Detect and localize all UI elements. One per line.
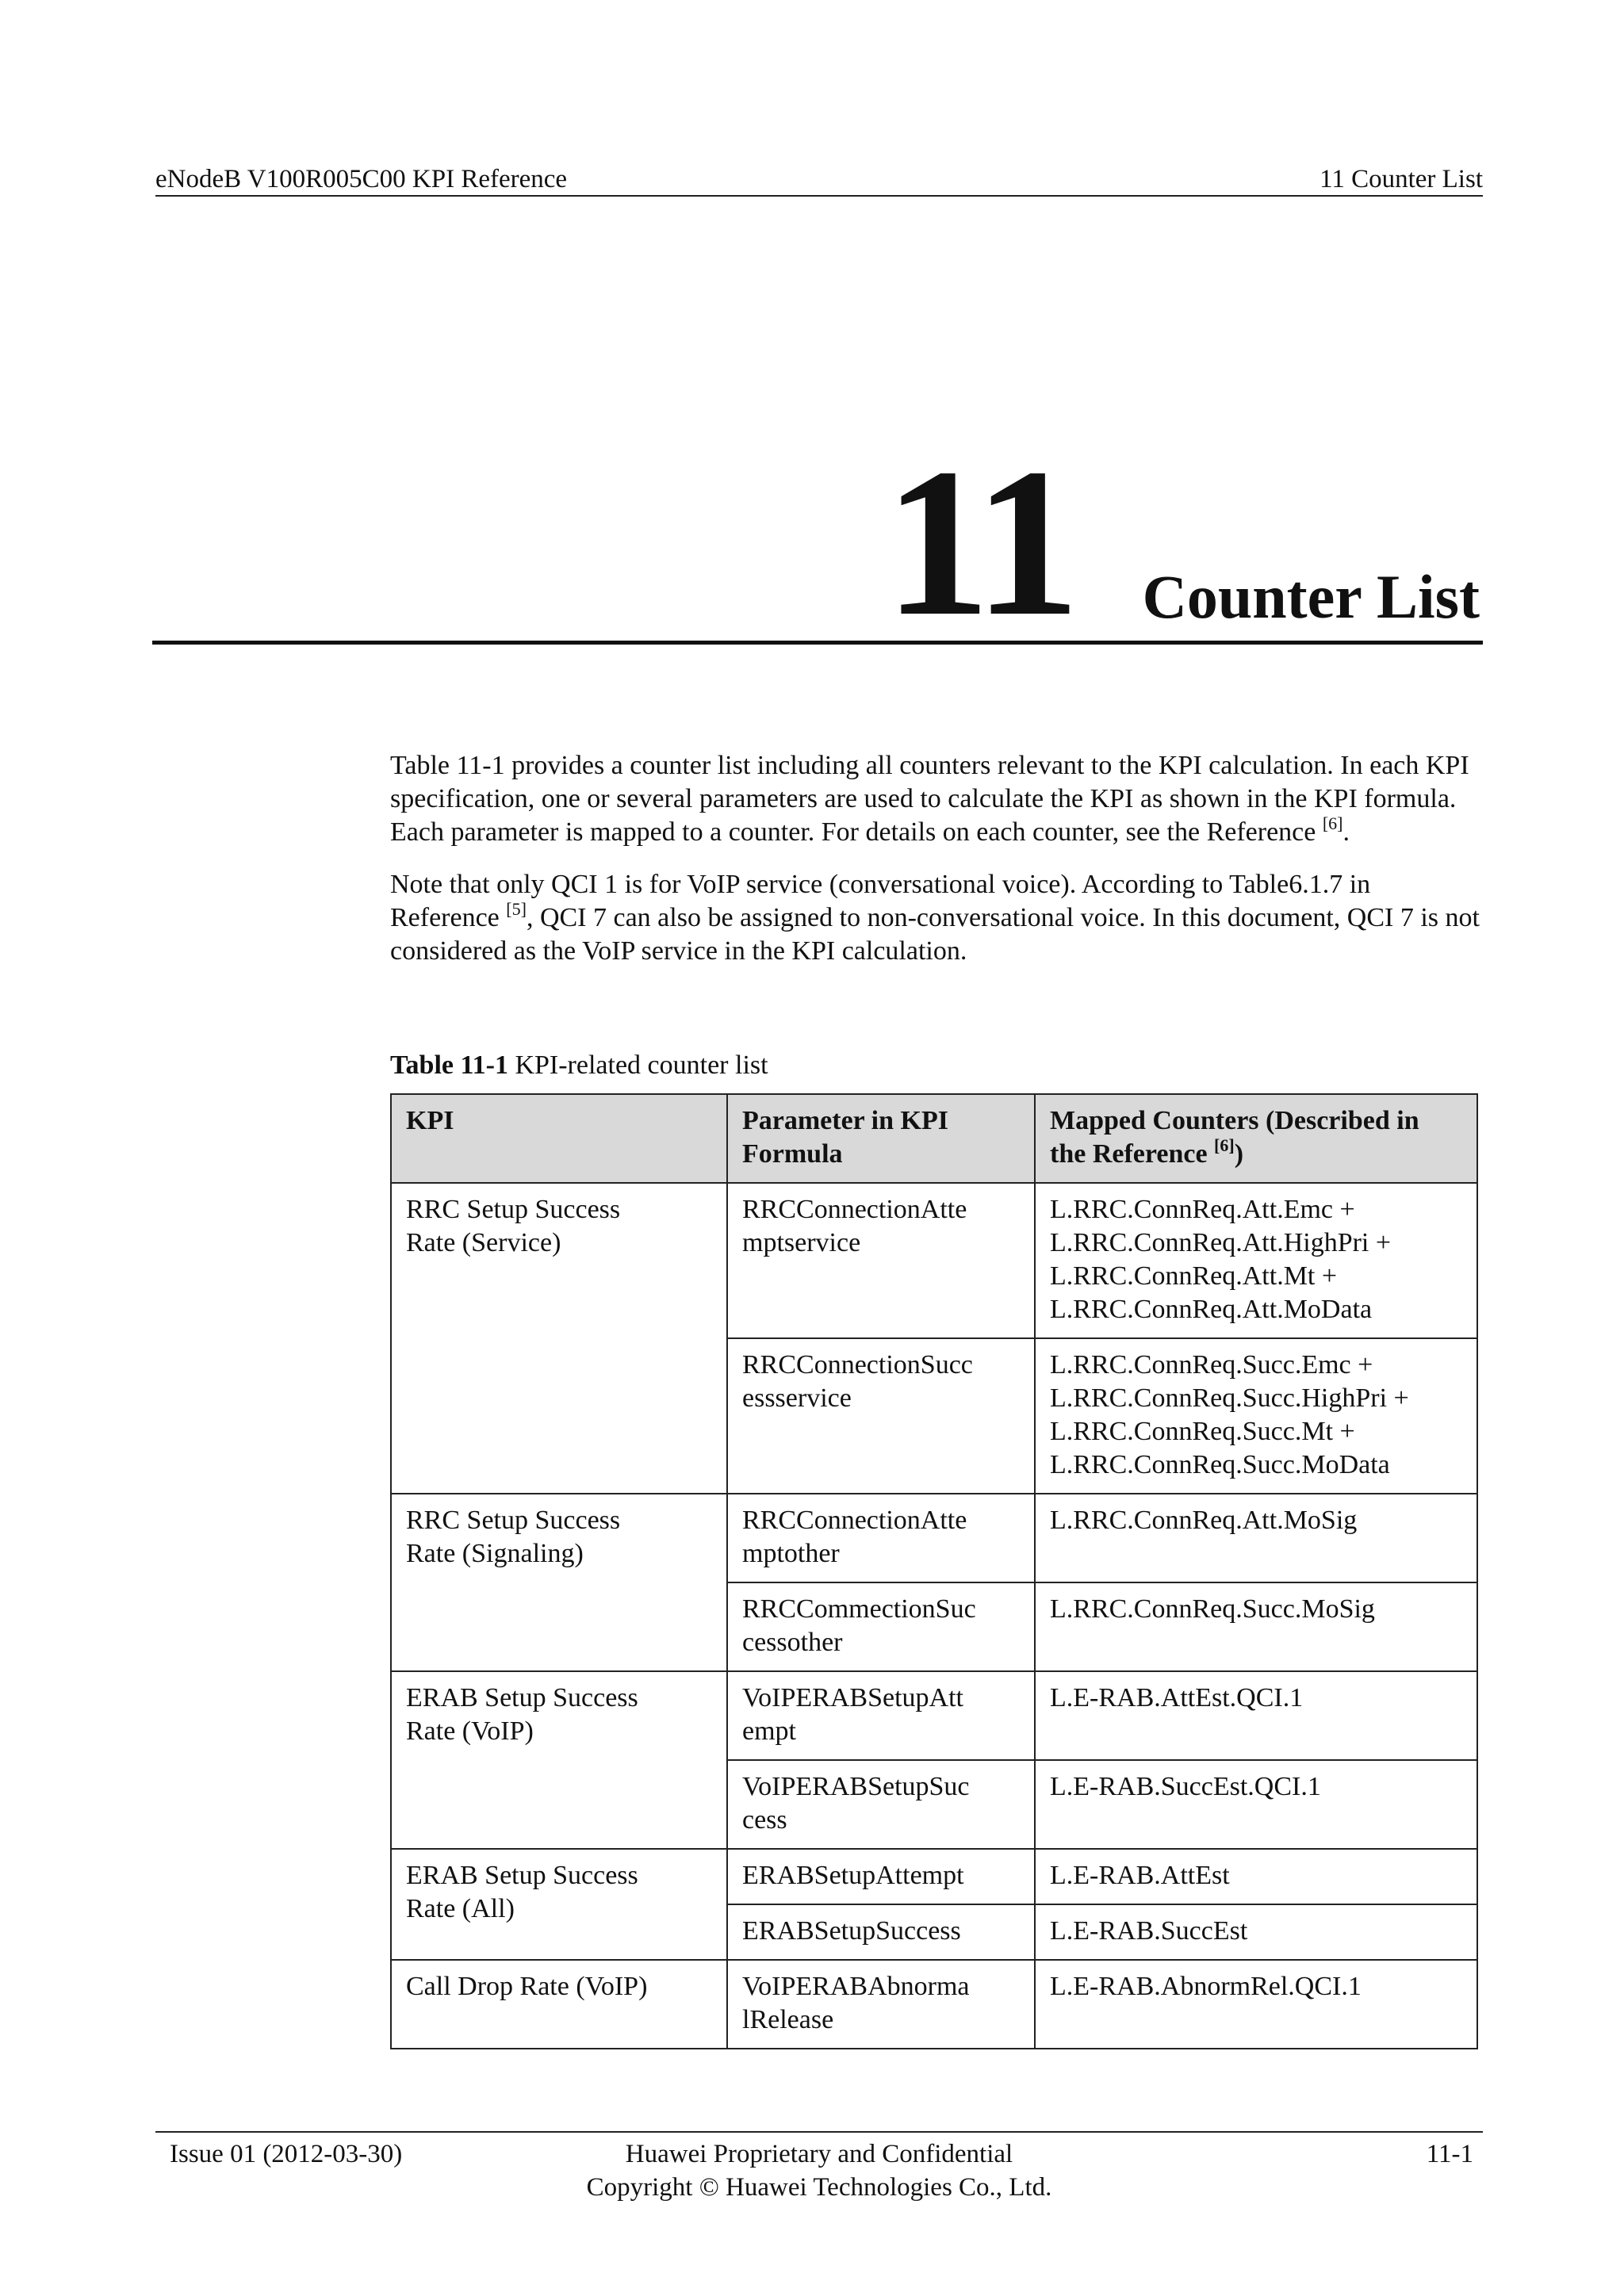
table-row (391, 1671, 1477, 1760)
body-text (390, 749, 1483, 987)
mapped-counters-cell: L.RRC.ConnReq.Att.MoSig (1035, 1494, 1477, 1582)
parameter-cell: ERABSetupAttempt (727, 1849, 1035, 1904)
chapter-number: 11 (884, 424, 1076, 660)
chapter-running-head: 11 Counter List (1320, 165, 1483, 193)
chapter-title: Counter List (1142, 562, 1480, 631)
intro-paragraph: Table 11-1 provides a counter list including all counters relevant to the KPI calculation. In each KPI specification, one or several parameters are used to calculate the KPI as shown in the KPI formula. Each parameter is mapped to a counter. For details on each counter, see the Reference [6]. (390, 751, 1469, 847)
table-row (391, 1849, 1477, 1904)
kpi-cell: ERAB Setup Success Rate (VoIP) (391, 1671, 727, 1849)
table-row (391, 1494, 1477, 1582)
header-mapped-counters: Mapped Counters (Described in the Reference [6]) (1035, 1094, 1477, 1183)
note-paragraph: Note that only QCI 1 is for VoIP service (conversational voice). According to Table6.1.7 in Reference [5], QCI 7 can also be assigned to non-conversational voice. In this document, QCI 7 is not considered as the VoIP service in the KPI calculation. (390, 870, 1480, 966)
document-title: eNodeB V100R005C00 KPI Reference (155, 165, 568, 193)
parameter-cell: RRCConnectionSucc essservice (727, 1338, 1035, 1494)
header-kpi: KPI (391, 1094, 727, 1183)
caption-text: KPI-related counter list (508, 1050, 768, 1080)
parameter-cell: VoIPERABAbnorma lRelease (727, 1960, 1035, 2049)
page-footer (155, 2131, 1483, 2202)
confidentiality-notice: Huawei Proprietary and Confidential Copyright © Huawei Technologies Co., Ltd. (586, 2140, 1052, 2202)
kpi-cell: Call Drop Rate (VoIP) (391, 1960, 727, 2049)
header-parameter: Parameter in KPI Formula (727, 1094, 1035, 1183)
parameter-cell: RRCConnectionAtte mptother (727, 1494, 1035, 1582)
mapped-counters-cell: L.E-RAB.SuccEst.QCI.1 (1035, 1760, 1477, 1849)
reference-mark: [5] (506, 899, 527, 919)
kpi-counter-table (390, 1093, 1478, 2049)
mapped-counters-cell: L.E-RAB.AbnormRel.QCI.1 (1035, 1960, 1477, 2049)
table-row (391, 1183, 1477, 1338)
caption-label: Table 11-1 (390, 1050, 508, 1080)
mapped-counters-cell: L.RRC.ConnReq.Att.Emc + L.RRC.ConnReq.Att.HighPri + L.RRC.ConnReq.Att.Mt + L.RRC.ConnReq.Att.MoData (1035, 1183, 1477, 1338)
mapped-counters-cell: L.E-RAB.AttEst.QCI.1 (1035, 1671, 1477, 1760)
parameter-cell: ERABSetupSuccess (727, 1904, 1035, 1960)
reference-mark: [6] (1322, 813, 1343, 833)
parameter-cell: RRCConnectionAtte mptservice (727, 1183, 1035, 1338)
mapped-counters-cell: L.RRC.ConnReq.Succ.MoSig (1035, 1582, 1477, 1671)
mapped-counters-cell: L.RRC.ConnReq.Succ.Emc + L.RRC.ConnReq.Succ.HighPri + L.RRC.ConnReq.Succ.Mt + L.RRC.ConnReq.Succ.MoData (1035, 1338, 1477, 1494)
page-number: 11-1 (1426, 2140, 1473, 2168)
table-caption (390, 1049, 768, 1082)
parameter-cell: VoIPERABSetupAtt empt (727, 1671, 1035, 1760)
issue-date: Issue 01 (2012-03-30) (170, 2140, 403, 2168)
chapter-heading (152, 424, 1483, 660)
table-row (391, 1960, 1477, 2049)
parameter-cell: RRCCommectionSuc cessother (727, 1582, 1035, 1671)
kpi-cell: RRC Setup Success Rate (Service) (391, 1183, 727, 1494)
kpi-cell: ERAB Setup Success Rate (All) (391, 1849, 727, 1960)
page-header (155, 163, 1483, 197)
mapped-counters-cell: L.E-RAB.SuccEst (1035, 1904, 1477, 1960)
parameter-cell: VoIPERABSetupSuc cess (727, 1760, 1035, 1849)
reference-mark: [6] (1214, 1135, 1235, 1155)
mapped-counters-cell: L.E-RAB.AttEst (1035, 1849, 1477, 1904)
kpi-cell: RRC Setup Success Rate (Signaling) (391, 1494, 727, 1671)
table-header-row (391, 1094, 1477, 1183)
